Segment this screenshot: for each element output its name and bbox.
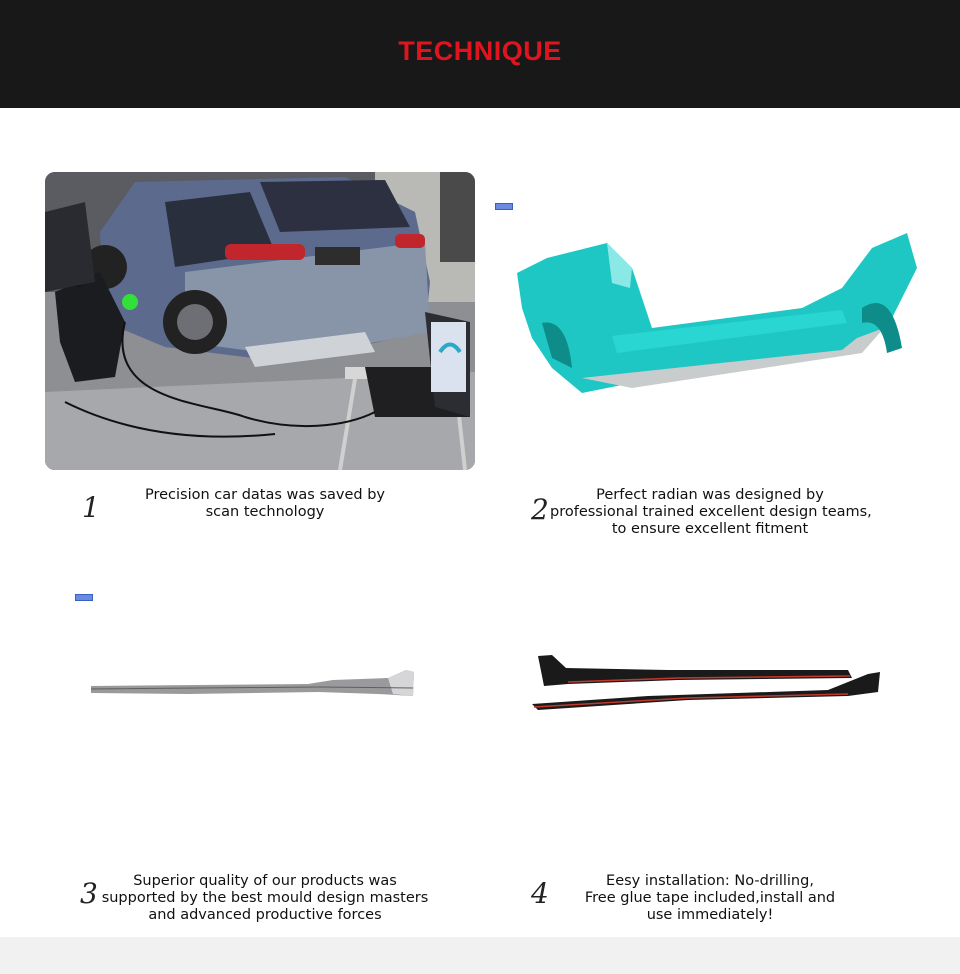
step-1-number: 1 <box>82 491 100 524</box>
part-label-tag <box>75 594 93 601</box>
step-1-line-2: scan technology <box>205 504 325 520</box>
step-2-line-2: professional trained excellent design teams, <box>550 504 872 520</box>
step-4-line-1: Eesy installation: No-drilling, <box>606 873 814 889</box>
black-side-skirts-illustration <box>528 652 883 714</box>
header-bar <box>0 0 960 108</box>
step-2-line-1: Perfect radian was designed by <box>596 487 824 503</box>
black-side-skirts-image <box>528 652 883 714</box>
scan-label-tag <box>495 203 513 210</box>
step-4-number: 4 <box>531 877 549 910</box>
scan-model-illustration <box>512 228 922 400</box>
step-1-line-1: Precision car datas was saved by <box>144 487 385 503</box>
step-1-caption <box>115 487 415 521</box>
step-3-number: 3 <box>80 877 98 910</box>
step-2-line-3: to ensure excellent fitment <box>611 521 809 537</box>
step-4-line-2: Free glue tape included,install and <box>584 890 836 906</box>
car-scan-photo <box>45 172 475 470</box>
step-2-caption <box>550 487 870 538</box>
step-4-line-3: use immediately! <box>646 907 774 923</box>
step-3-caption <box>100 873 430 924</box>
gray-side-skirt-illustration <box>88 666 418 700</box>
page-title: TECHNIQUE <box>398 36 562 66</box>
footer-band <box>0 937 960 974</box>
step-4-caption <box>570 873 850 924</box>
scan-model-image <box>512 228 922 400</box>
step-3-line-1: Superior quality of our products was <box>133 873 397 889</box>
car-scan-illustration <box>45 172 475 470</box>
step-3-line-3: and advanced productive forces <box>148 907 382 923</box>
step-2-number: 2 <box>531 493 549 526</box>
gray-side-skirt-image <box>88 666 418 700</box>
step-3-line-2: supported by the best mould design masters <box>101 890 429 906</box>
